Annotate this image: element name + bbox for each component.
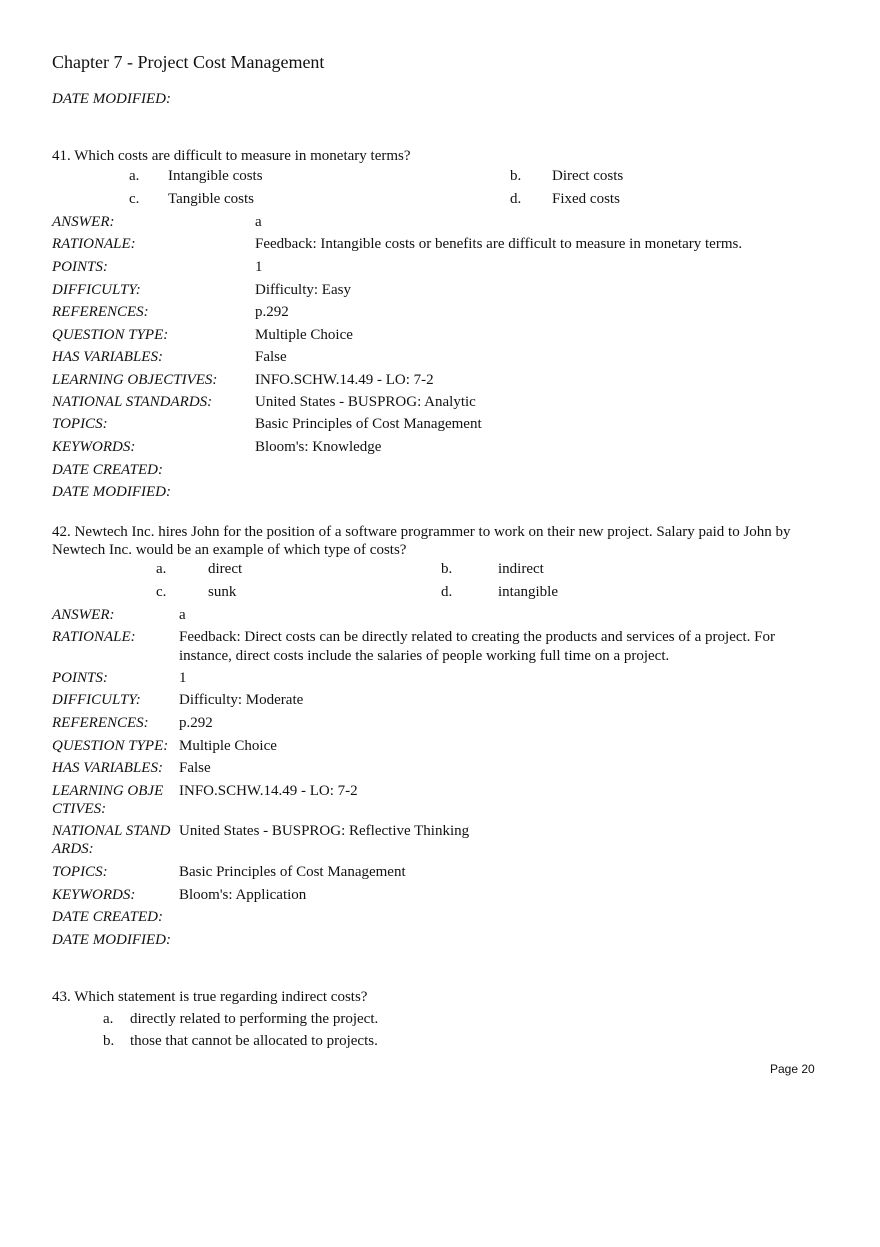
q42-keywords-value: Bloom's: Application [179, 887, 307, 903]
q43-option-a-text: directly related to performing the project. [130, 1011, 379, 1027]
page-number: Page 20 [770, 1062, 815, 1076]
q41-option-a-letter: a. [129, 168, 140, 184]
q41-question-type-value: Multiple Choice [255, 327, 353, 343]
q42-national-standards-label-line2: ARDS: [52, 841, 94, 857]
q41-learning-objectives-label: LEARNING OBJECTIVES: [52, 372, 218, 388]
q41-option-a-text: Intangible costs [168, 168, 263, 184]
q42-national-standards-value: United States - BUSPROG: Reflective Thinking [179, 823, 470, 839]
q42-question: 42. Newtech Inc. hires John for the position of a software programmer to work on their new project. Salary paid to John by Newtech Inc. would be an example of which type of costs? [52, 524, 791, 558]
q42-option-c-text: sunk [208, 584, 237, 600]
q41-answer-label: ANSWER: [52, 214, 115, 230]
q41-difficulty-value: Difficulty: Easy [255, 282, 351, 298]
q42-difficulty-label: DIFFICULTY: [52, 692, 141, 708]
q41-date-modified-label: DATE MODIFIED: [52, 484, 171, 500]
q42-references-label: REFERENCES: [52, 715, 149, 731]
q41-references-value: p.292 [255, 304, 289, 320]
page-title: Chapter 7 - Project Cost Management [52, 52, 325, 72]
q41-national-standards-label: NATIONAL STANDARDS: [52, 394, 213, 410]
q41-points-value: 1 [255, 259, 263, 275]
q43-option-b-letter: b. [103, 1033, 115, 1049]
q43-option-b-text: those that cannot be allocated to projects. [130, 1033, 378, 1049]
q42-option-d-text: intangible [498, 584, 558, 600]
q41-option-b-text: Direct costs [552, 168, 624, 184]
q41-option-b-letter: b. [510, 168, 522, 184]
q41-rationale-value: Feedback: Intangible costs or benefits are difficult to measure in monetary terms. [255, 236, 743, 252]
q42-points-label: POINTS: [52, 670, 108, 686]
q42-answer-label: ANSWER: [52, 607, 115, 623]
q41-date-created-label: DATE CREATED: [52, 462, 163, 478]
q41-option-c-text: Tangible costs [168, 191, 255, 207]
q41-option-c-letter: c. [129, 191, 140, 207]
q42-has-variables-value: False [179, 760, 211, 776]
q41-option-d-letter: d. [510, 191, 522, 207]
q42-answer-value: a [179, 607, 186, 623]
q41-has-variables-value: False [255, 349, 287, 365]
q41-question: 41. Which costs are difficult to measure in monetary terms? [52, 148, 411, 164]
q42-option-b-letter: b. [441, 561, 453, 577]
q42-option-a-letter: a. [156, 561, 167, 577]
q42-date-created-label: DATE CREATED: [52, 909, 163, 925]
q42-learning-objectives-label-line2: CTIVES: [52, 801, 107, 817]
q41-question-type-label: QUESTION TYPE: [52, 327, 169, 343]
q41-points-label: POINTS: [52, 259, 108, 275]
q41-has-variables-label: HAS VARIABLES: [52, 349, 163, 365]
q42-option-a-text: direct [208, 561, 243, 577]
q42-rationale-value: Feedback: Direct costs can be directly related to creating the products and services of a project. For instance, direct costs include the salaries of people working full time on a project. [179, 629, 776, 664]
q42-option-b-text: indirect [498, 561, 544, 577]
q41-rationale-label: RATIONALE: [52, 236, 136, 252]
q41-keywords-label: KEYWORDS: [52, 439, 136, 455]
q42-rationale-label: RATIONALE: [52, 629, 136, 645]
q41-difficulty-label: DIFFICULTY: [52, 282, 141, 298]
q42-references-value: p.292 [179, 715, 213, 731]
q43-option-a-letter: a. [103, 1011, 114, 1027]
q43-question: 43. Which statement is true regarding indirect costs? [52, 989, 368, 1005]
q42-question-type-value: Multiple Choice [179, 738, 277, 754]
q42-national-standards-label-line1: NATIONAL STAND [52, 823, 171, 839]
q41-option-d-text: Fixed costs [552, 191, 620, 207]
q42-keywords-label: KEYWORDS: [52, 887, 136, 903]
q42-option-c-letter: c. [156, 584, 167, 600]
q41-learning-objectives-value: INFO.SCHW.14.49 - LO: 7-2 [255, 372, 434, 388]
header-date-modified-label: DATE MODIFIED: [52, 91, 171, 107]
q42-has-variables-label: HAS VARIABLES: [52, 760, 163, 776]
q41-references-label: REFERENCES: [52, 304, 149, 320]
q42-topics-value: Basic Principles of Cost Management [179, 864, 406, 880]
q41-keywords-value: Bloom's: Knowledge [255, 439, 382, 455]
q41-topics-value: Basic Principles of Cost Management [255, 416, 482, 432]
q42-topics-label: TOPICS: [52, 864, 108, 880]
q42-learning-objectives-label-line1: LEARNING OBJE [52, 783, 164, 799]
q42-difficulty-value: Difficulty: Moderate [179, 692, 304, 708]
q42-learning-objectives-value: INFO.SCHW.14.49 - LO: 7-2 [179, 783, 358, 799]
q41-topics-label: TOPICS: [52, 416, 108, 432]
q42-question-type-label: QUESTION TYPE: [52, 738, 169, 754]
q41-national-standards-value: United States - BUSPROG: Analytic [255, 394, 476, 410]
q41-answer-value: a [255, 214, 262, 230]
q42-points-value: 1 [179, 670, 187, 686]
q42-date-modified-label: DATE MODIFIED: [52, 932, 171, 948]
q42-option-d-letter: d. [441, 584, 453, 600]
